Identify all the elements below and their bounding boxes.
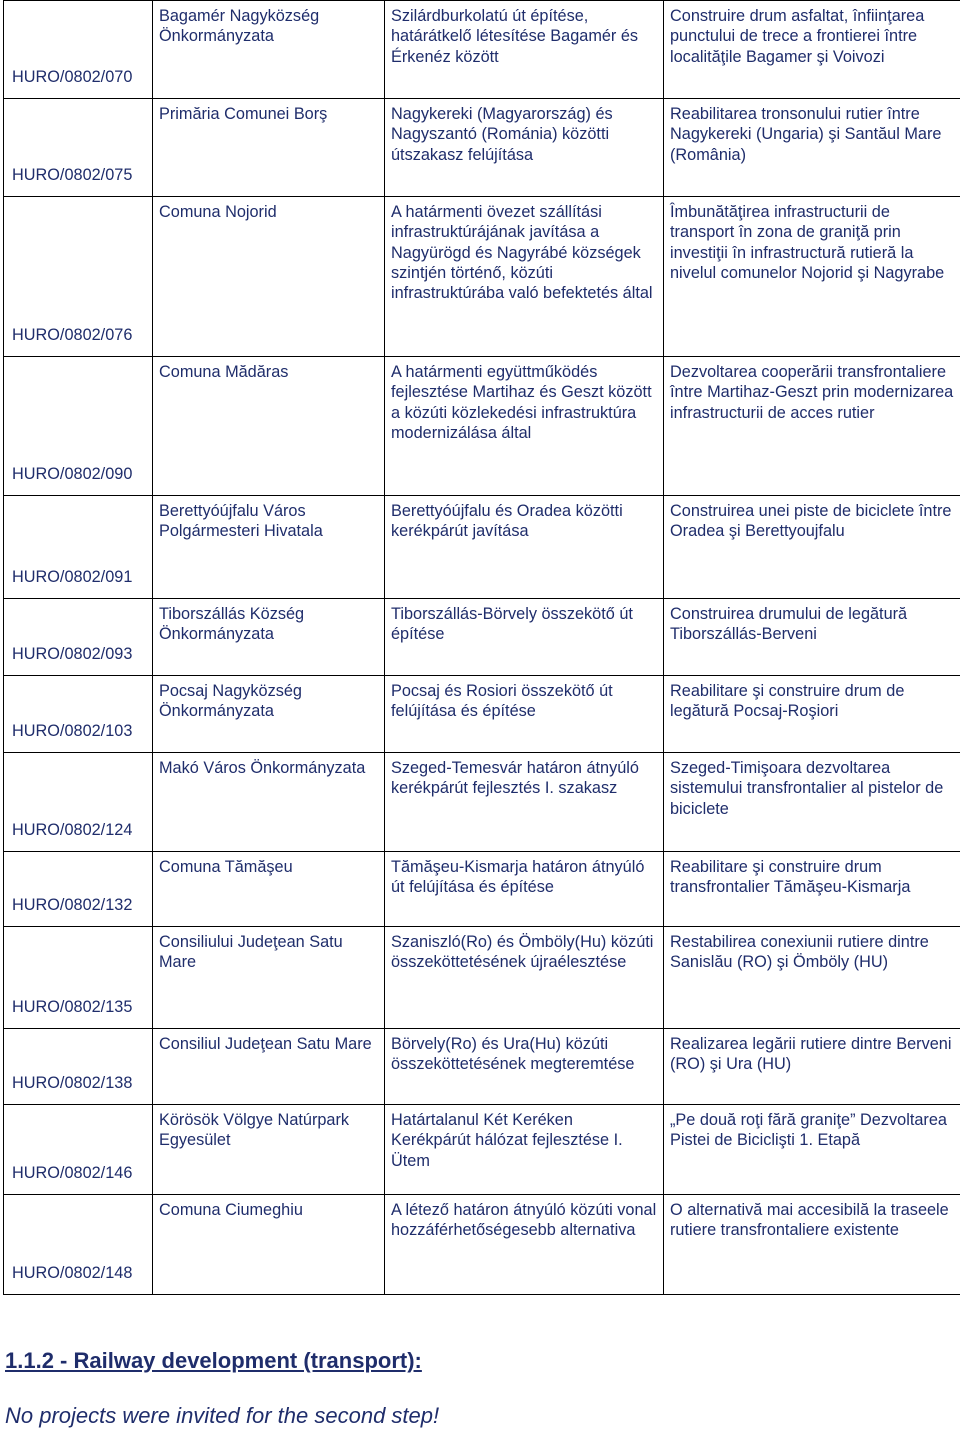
- partner-cell: Makó Város Önkormányzata: [153, 753, 385, 852]
- partner-cell: Tiborszállás Község Önkormányzata: [153, 599, 385, 676]
- table-row: [4, 496, 960, 599]
- partner-cell: Berettyóújfalu Város Polgármesteri Hivatala: [153, 496, 385, 599]
- title-hu-cell: Berettyóújfalu és Oradea közötti kerékpárút javítása: [385, 496, 664, 599]
- table-row: [4, 676, 960, 753]
- title-ro-cell: Reabilitare şi construire drum de legătură Pocsaj-Roşiori: [664, 676, 960, 753]
- partner-cell: Comuna Nojorid: [153, 197, 385, 357]
- title-ro-cell: Restabilirea conexiunii rutiere dintre Sanislău (RO) şi Ömböly (HU): [664, 927, 960, 1029]
- partner-cell: Comuna Ciumeghiu: [153, 1195, 385, 1295]
- title-ro-cell: „Pe două roţi fără graniţe” Dezvoltarea Pistei de Biciclişti 1. Etapă: [664, 1105, 960, 1195]
- partner-cell: Körösök Völgye Natúrpark Egyesület: [153, 1105, 385, 1195]
- title-hu-cell: Tămăşeu-Kismarja határon átnyúló út felújítása és építése: [385, 852, 664, 927]
- project-code-cell: HURO/0802/090: [4, 357, 153, 496]
- table-row: [4, 1, 960, 99]
- table-row: [4, 927, 960, 1029]
- table-row: [4, 852, 960, 927]
- title-ro-cell: Construirea unei piste de biciclete între Oradea şi Berettyoujfalu: [664, 496, 960, 599]
- partner-cell: Consiliul Judeţean Satu Mare: [153, 1029, 385, 1105]
- title-ro-cell: Construire drum asfaltat, înfiinţarea punctului de trece a frontierei între localităţile Bagamer şi Voivozi: [664, 1, 960, 99]
- table-row: [4, 753, 960, 852]
- title-hu-cell: Nagykereki (Magyarország) és Nagyszantó (Románia) közötti útszakasz felújítása: [385, 99, 664, 197]
- title-ro-cell: Îmbunătăţirea infrastructurii de transport în zona de graniţă prin investiţii în infrastructură rutieră la nivelul comunelor Nojorid şi Nagyrabe: [664, 197, 960, 357]
- project-code-cell: HURO/0802/093: [4, 599, 153, 676]
- project-code-cell: HURO/0802/070: [4, 1, 153, 99]
- project-code-cell: HURO/0802/091: [4, 496, 153, 599]
- partner-cell: Primăria Comunei Borş: [153, 99, 385, 197]
- section-heading: 1.1.2 - Railway development (transport):: [5, 1348, 422, 1373]
- table-row: [4, 1029, 960, 1105]
- table-row: [4, 99, 960, 197]
- title-hu-cell: A határmenti együttműködés fejlesztése Martihaz és Geszt között a közúti közlekedési infrastruktúra modernizálása által: [385, 357, 664, 496]
- table-row: [4, 1105, 960, 1195]
- title-ro-cell: Dezvoltarea cooperării transfrontaliere între Martihaz-Geszt prin modernizarea infrastructurii de acces rutier: [664, 357, 960, 496]
- table-row: [4, 1195, 960, 1295]
- title-hu-cell: Tiborszállás-Börvely összekötő út építése: [385, 599, 664, 676]
- partner-cell: Pocsaj Nagyközség Önkormányzata: [153, 676, 385, 753]
- title-hu-cell: Szaniszló(Ro) és Ömböly(Hu) közúti összeköttetésének újraélesztése: [385, 927, 664, 1029]
- title-hu-cell: A határmenti övezet szállítási infrastruktúrájának javítása a Nagyürögd és Nagyrábé községek szintjén történő, közúti infrastruktúrába való befektetés által: [385, 197, 664, 357]
- title-ro-cell: Realizarea legării rutiere dintre Berveni (RO) şi Ura (HU): [664, 1029, 960, 1105]
- title-ro-cell: Reabilitarea tronsonului rutier între Nagykereki (Ungaria) şi Santăul Mare (România): [664, 99, 960, 197]
- projects-table: [3, 0, 960, 1295]
- table-row: [4, 357, 960, 496]
- project-code-cell: HURO/0802/124: [4, 753, 153, 852]
- project-code-cell: HURO/0802/103: [4, 676, 153, 753]
- title-ro-cell: Construirea drumului de legătură Tiborszállás-Berveni: [664, 599, 960, 676]
- partner-cell: Comuna Mădăras: [153, 357, 385, 496]
- project-code-cell: HURO/0802/146: [4, 1105, 153, 1195]
- partner-cell: Consiliului Judeţean Satu Mare: [153, 927, 385, 1029]
- section-note: No projects were invited for the second step!: [5, 1403, 440, 1428]
- title-hu-cell: Börvely(Ro) és Ura(Hu) közúti összeköttetésének megteremtése: [385, 1029, 664, 1105]
- project-code-cell: HURO/0802/132: [4, 852, 153, 927]
- title-hu-cell: Pocsaj és Rosiori összekötő út felújítása és építése: [385, 676, 664, 753]
- project-code-cell: HURO/0802/135: [4, 927, 153, 1029]
- table-row: [4, 197, 960, 357]
- title-ro-cell: Reabilitare şi construire drum transfrontalier Tămăşeu-Kismarja: [664, 852, 960, 927]
- title-hu-cell: Határtalanul Két Keréken Kerékpárút hálózat fejlesztése I. Ütem: [385, 1105, 664, 1195]
- title-hu-cell: Szilárdburkolatú út építése, határátkelő létesítése Bagamér és Érkenéz között: [385, 1, 664, 99]
- project-code-cell: HURO/0802/075: [4, 99, 153, 197]
- project-code-cell: HURO/0802/148: [4, 1195, 153, 1295]
- table-row: [4, 599, 960, 676]
- title-ro-cell: Szeged-Timişoara dezvoltarea sistemului transfrontalier al pistelor de biciclete: [664, 753, 960, 852]
- title-ro-cell: O alternativă mai accesibilă la traseele rutiere transfrontaliere existente: [664, 1195, 960, 1295]
- title-hu-cell: A létező határon átnyúló közúti vonal hozzáférhetőségesebb alternativa: [385, 1195, 664, 1295]
- project-code-cell: HURO/0802/138: [4, 1029, 153, 1105]
- project-code-cell: HURO/0802/076: [4, 197, 153, 357]
- partner-cell: Bagamér Nagyközség Önkormányzata: [153, 1, 385, 99]
- partner-cell: Comuna Tămăşeu: [153, 852, 385, 927]
- title-hu-cell: Szeged-Temesvár határon átnyúló kerékpárút fejlesztés I. szakasz: [385, 753, 664, 852]
